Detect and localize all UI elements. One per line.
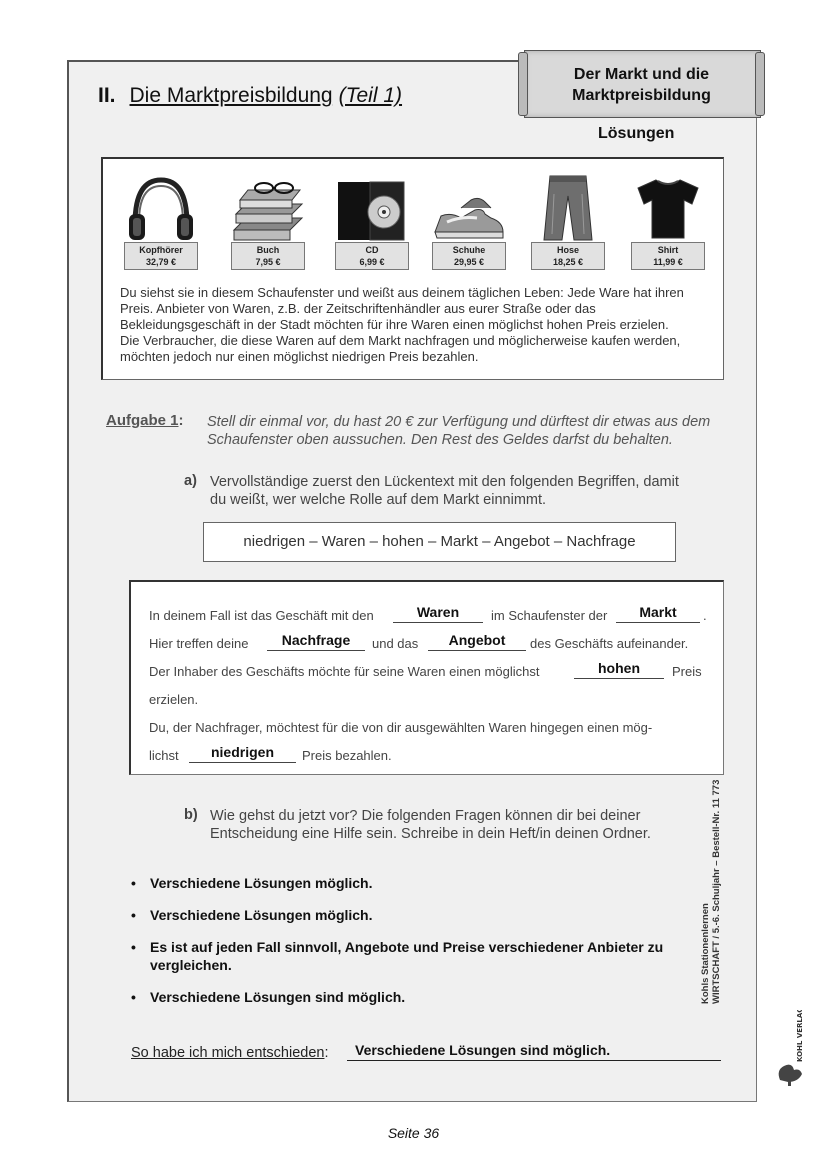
- cloze-answer: Waren: [393, 604, 483, 623]
- publication-info: Kohls Stationenlernen WIRTSCHAFT / 5.-6. Schuljahr – Bestell-Nr. 11 773: [700, 779, 722, 1004]
- cloze-text: Hier treffen deine: [149, 636, 249, 651]
- shop-description: Du siehst sie in diesem Schaufenster und weißt aus deinem täglichen Leben: Jede Ware hat ihren Preis. Anbieter von Waren, z.B. der Zeitschriftenhändler aus eurer Straße oder das Bekleidungsgeschäft in der Stadt möchten für ihre Waren einen möglichst hohen Preis erzielen. Die Verbraucher, die diese Waren auf dem Markt nachfragen und möglicherweise kaufen werden, möchten jedoch nur einen möglichst niedrigen Preis bezahlen.: [120, 285, 684, 364]
- price-tag: Kopfhörer 32,79 €: [124, 242, 198, 270]
- price-tag: Shirt 11,99 €: [631, 242, 705, 270]
- publisher-logo: [772, 1010, 812, 1088]
- cloze-answer: hohen: [574, 660, 664, 679]
- cloze-text: lichst: [149, 748, 179, 763]
- bullet-icon: •: [131, 875, 136, 891]
- cloze-text: Du, der Nachfrager, möchtest für die von dir ausgewählten Waren hingegen einen mög-: [149, 720, 653, 735]
- price-tag: Buch 7,95 €: [231, 242, 305, 270]
- jeans-icon: [530, 174, 606, 242]
- answer-item: • Verschiedene Lösungen sind möglich.: [131, 989, 406, 1005]
- cloze-text: im Schaufenster der: [491, 608, 608, 623]
- word-bank: niedrigen – Waren – hohen – Markt – Angebot – Nachfrage: [203, 522, 676, 562]
- cd-icon: [334, 174, 410, 242]
- cloze-text: .: [703, 608, 707, 623]
- bullet-icon: •: [131, 907, 136, 923]
- price-tag: CD 6,99 €: [335, 242, 409, 270]
- task-b-text: Wie gehst du jetzt vor? Die folgenden Fragen können dir bei deiner Entscheidung eine Hilfe sein. Schreibe in dein Heft/in deinen Ordner.: [210, 808, 651, 842]
- product-trousers: [530, 174, 606, 270]
- cloze-answer: Nachfrage: [267, 632, 365, 651]
- task-b-label: b): [184, 807, 198, 823]
- answer-item: • Es ist auf jeden Fall sinnvoll, Angebote und Preise verschiedener Anbieter zu vergleichen.: [131, 939, 664, 973]
- task-a-label: a): [184, 473, 197, 489]
- answer-item: • Verschiedene Lösungen möglich.: [131, 907, 373, 923]
- shop-window-box: [101, 157, 724, 380]
- decision-answer: Verschiedene Lösungen sind möglich.: [347, 1042, 721, 1061]
- task-a-text: Vervollständige zuerst den Lückentext mit den folgenden Begriffen, damit du weißt, wer welche Rolle auf dem Markt einnimmt.: [210, 474, 679, 508]
- bullet-icon: •: [131, 989, 136, 1005]
- shirt-icon: [630, 174, 706, 242]
- price-tag: Schuhe 29,95 €: [432, 242, 506, 270]
- publisher-logo-text: KOHL VERLAG: [796, 1010, 804, 1062]
- cloze-text: Der Inhaber des Geschäfts möchte für seine Waren einen möglichst: [149, 664, 540, 679]
- cloze-text: und das: [372, 636, 419, 651]
- cloze-text: Preis: [672, 664, 702, 679]
- answer-item: • Verschiedene Lösungen möglich.: [131, 875, 373, 891]
- product-headphones: [123, 174, 199, 270]
- decision-label: So habe ich mich entschieden:: [131, 1045, 329, 1061]
- cloze-answer: Markt: [616, 604, 700, 623]
- product-shoes: [431, 174, 507, 270]
- task1-label: Aufgabe 1:: [106, 412, 184, 429]
- task1-text: Stell dir einmal vor, du hast 20 € zur Verfügung und dürftest dir etwas aus dem Schaufenster oben aussuchen. Den Rest des Geldes darfst du behalten.: [207, 414, 711, 448]
- cloze-answer: niedrigen: [189, 744, 296, 763]
- cloze-text: In deinem Fall ist das Geschäft mit den: [149, 608, 374, 623]
- headphones-icon: [123, 174, 199, 242]
- bullet-icon: •: [131, 939, 136, 955]
- shoe-icon: [431, 174, 507, 242]
- banner-title: Der Markt und die Marktpreisbildung: [572, 66, 711, 104]
- cloze-answer: Angebot: [428, 632, 526, 651]
- cloze-text: des Geschäfts aufeinander.: [530, 636, 689, 651]
- product-cd: [334, 174, 410, 270]
- section-title: II. Die Marktpreisbildung (Teil 1): [98, 84, 403, 107]
- cloze-text-box: [129, 580, 724, 775]
- books-icon: [230, 174, 306, 242]
- price-tag: Hose 18,25 €: [531, 242, 605, 270]
- product-shirt: [630, 174, 706, 270]
- cloze-text: Preis bezahlen.: [302, 748, 392, 763]
- solutions-label: Lösungen: [598, 125, 675, 142]
- answer-list: [131, 874, 691, 1020]
- cloze-text: erzielen.: [149, 692, 199, 707]
- product-book: [230, 174, 306, 270]
- page-footer: Seite 36: [387, 1125, 440, 1141]
- topic-banner: [518, 50, 765, 116]
